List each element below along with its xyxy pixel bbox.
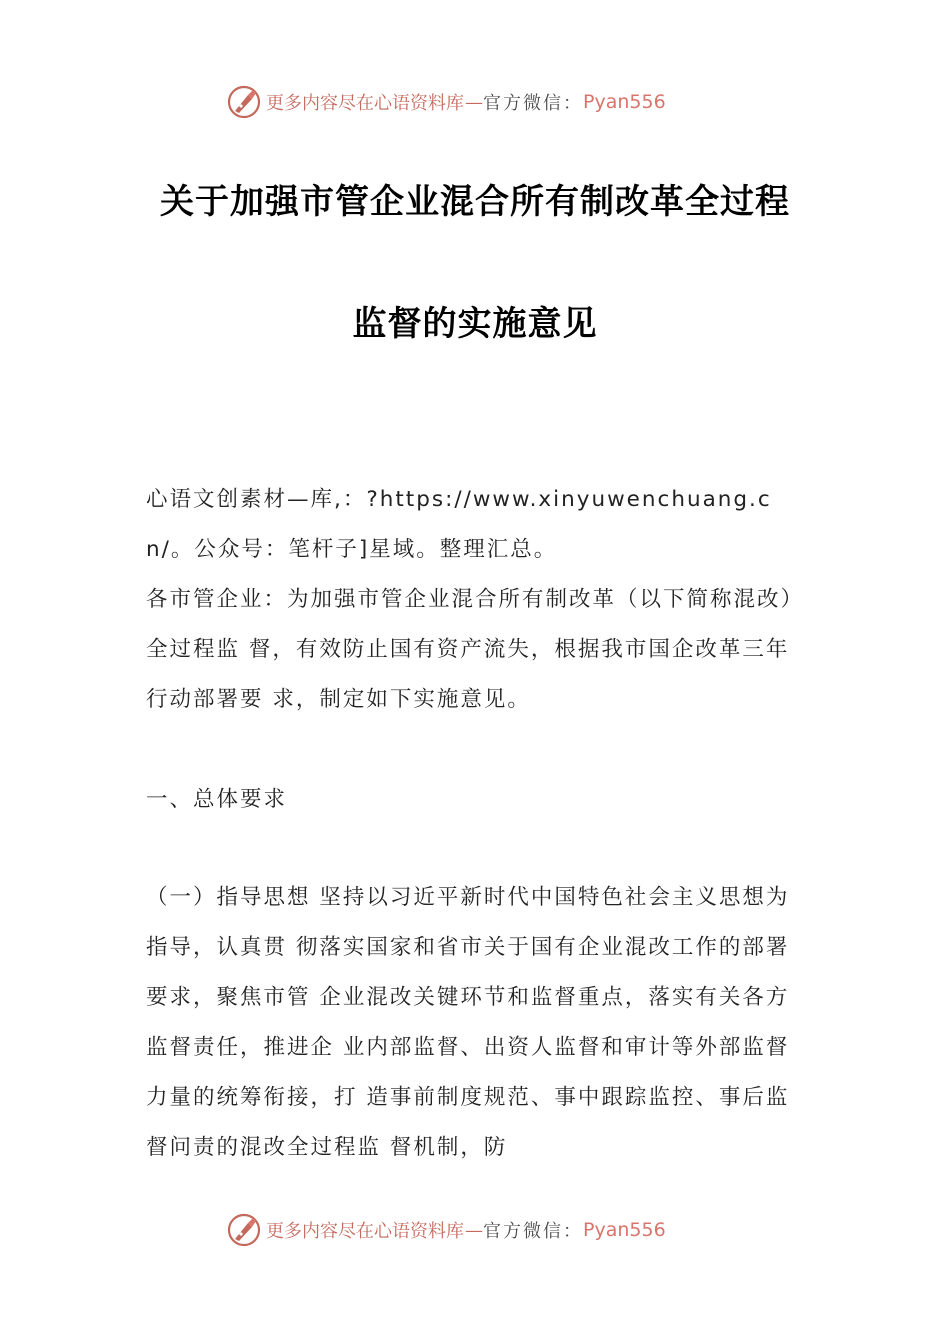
banner-brand: 更多内容尽在心语资料库: [266, 93, 464, 114]
guiding-ideology-paragraph: （一）指导思想 坚持以习近平新时代中国特色社会主义思想为指导，认真贯 彻落实国家和省市关于国有企业混改工作的部署要求，聚焦市管 企业混改关键环节和监督重点，落实有关各方监督责任，推进企 业内部监督、出资人监督和审计等外部监督力量的统筹衔接，打 造事前制度规范、事中跟踪监控、事后监督问责的混改全过程监 督机制，防: [146, 885, 790, 1160]
pen-nib-logo-icon: [226, 84, 262, 120]
address-paragraph: 各市管企业：为加强市管企业混合所有制改革（以下简称混改）全过程监 督，有效防止国有资产流失，根据我市国企改革三年行动部署要 求，制定如下实施意见。: [146, 587, 805, 712]
footer-banner: [226, 1210, 666, 1250]
doc-title-line1: 关于加强市管企业混合所有制改革全过程: [160, 182, 790, 222]
banner-dash: —: [465, 1219, 482, 1241]
banner-official-label: 官方微信：: [483, 1221, 583, 1242]
banner-wechat-id: Pyan556: [583, 1219, 666, 1241]
banner-dash: —: [465, 91, 482, 113]
intro-paragraph: 心语文创素材—库,：?https://www.xinyuwenchuang.cn/。公众号：笔杆子]星域。整理汇总。: [146, 487, 772, 562]
banner-wechat-id: Pyan556: [583, 91, 666, 113]
banner-brand: 更多内容尽在心语资料库: [266, 1221, 464, 1242]
pen-nib-logo-icon: [226, 1212, 262, 1248]
header-banner: [226, 82, 666, 122]
banner-official-label: 官方微信：: [483, 93, 583, 114]
doc-title-line2: 监督的实施意见: [352, 304, 598, 344]
section1-heading: 一、总体要求: [146, 787, 288, 812]
